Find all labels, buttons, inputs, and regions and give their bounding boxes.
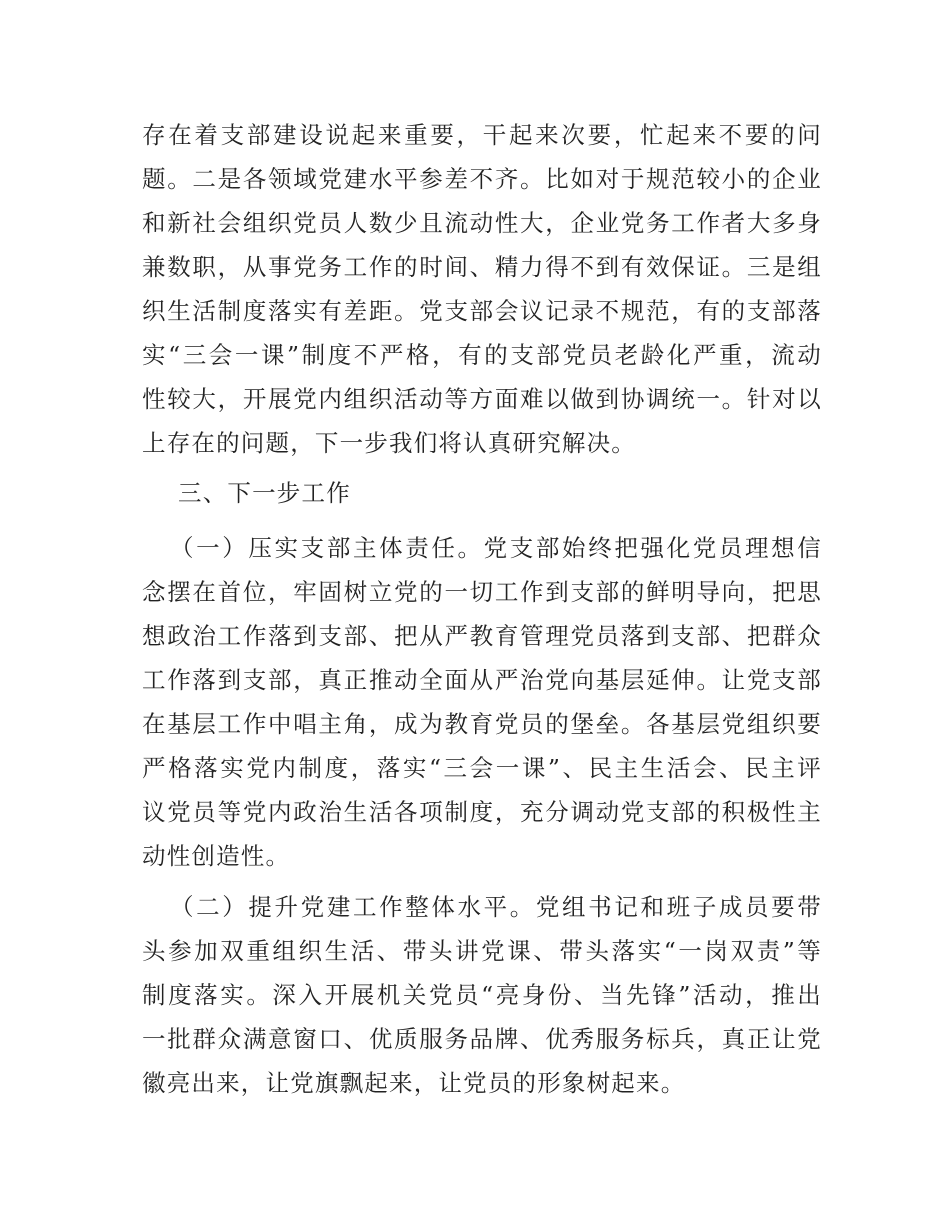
paragraph-line: 徽亮出来，让党旗飘起来，让党员的形象树起来。: [142, 1069, 686, 1097]
paragraph-line: 严格落实党内制度，落实“三会一课”、民主生活会、民主评: [142, 754, 822, 782]
paragraph-line: 想政治工作落到支部、把从严教育管理党员落到支部、把群众: [142, 622, 822, 650]
paragraph-line: 实“三会一课”制度不严格，有的支部党员老龄化严重，流动: [142, 341, 822, 369]
paragraph-line: 工作落到支部，真正推动全面从严治党向基层延伸。让党支部: [142, 666, 822, 694]
paragraph-line: 织生活制度落实有差距。党支部会议记录不规范，有的支部落: [142, 297, 822, 325]
paragraph-line: 在基层工作中唱主角，成为教育党员的堡垒。各基层党组织要: [142, 710, 822, 738]
paragraph-line: 和新社会组织党员人数少且流动性大，企业党务工作者大多身: [142, 209, 822, 237]
paragraph-line: 性较大，开展党内组织活动等方面难以做到协调统一。针对以: [142, 385, 822, 413]
paragraph-line: 兼数职，从事党务工作的时间、精力得不到有效保证。三是组: [142, 253, 822, 281]
paragraph-line: 题。二是各领域党建水平参差不齐。比如对于规范较小的企业: [142, 165, 822, 193]
paragraph-line: 存在着支部建设说起来重要，干起来次要，忙起来不要的问: [142, 121, 822, 149]
paragraph-line: 上存在的问题，下一步我们将认真研究解决。: [142, 429, 636, 457]
paragraph-line: 一批群众满意窗口、优质服务品牌、优秀服务标兵，真正让党: [142, 1025, 822, 1053]
section-heading: 三、下一步工作: [178, 479, 351, 507]
paragraph-line: （一）压实支部主体责任。党支部始终把强化党员理想信: [170, 534, 822, 562]
paragraph-line: （二）提升党建工作整体水平。党组书记和班子成员要带: [170, 893, 822, 921]
paragraph-line: 议党员等党内政治生活各项制度，充分调动党支部的积极性主: [142, 798, 822, 826]
paragraph-line: 头参加双重组织生活、带头讲党课、带头落实“一岗双责”等: [142, 937, 822, 965]
paragraph-line: 念摆在首位，牢固树立党的一切工作到支部的鲜明导向，把思: [142, 578, 822, 606]
paragraph-line: 动性创造性。: [142, 842, 291, 870]
paragraph-line: 制度落实。深入开展机关党员“亮身份、当先锋”活动，推出: [142, 981, 822, 1009]
